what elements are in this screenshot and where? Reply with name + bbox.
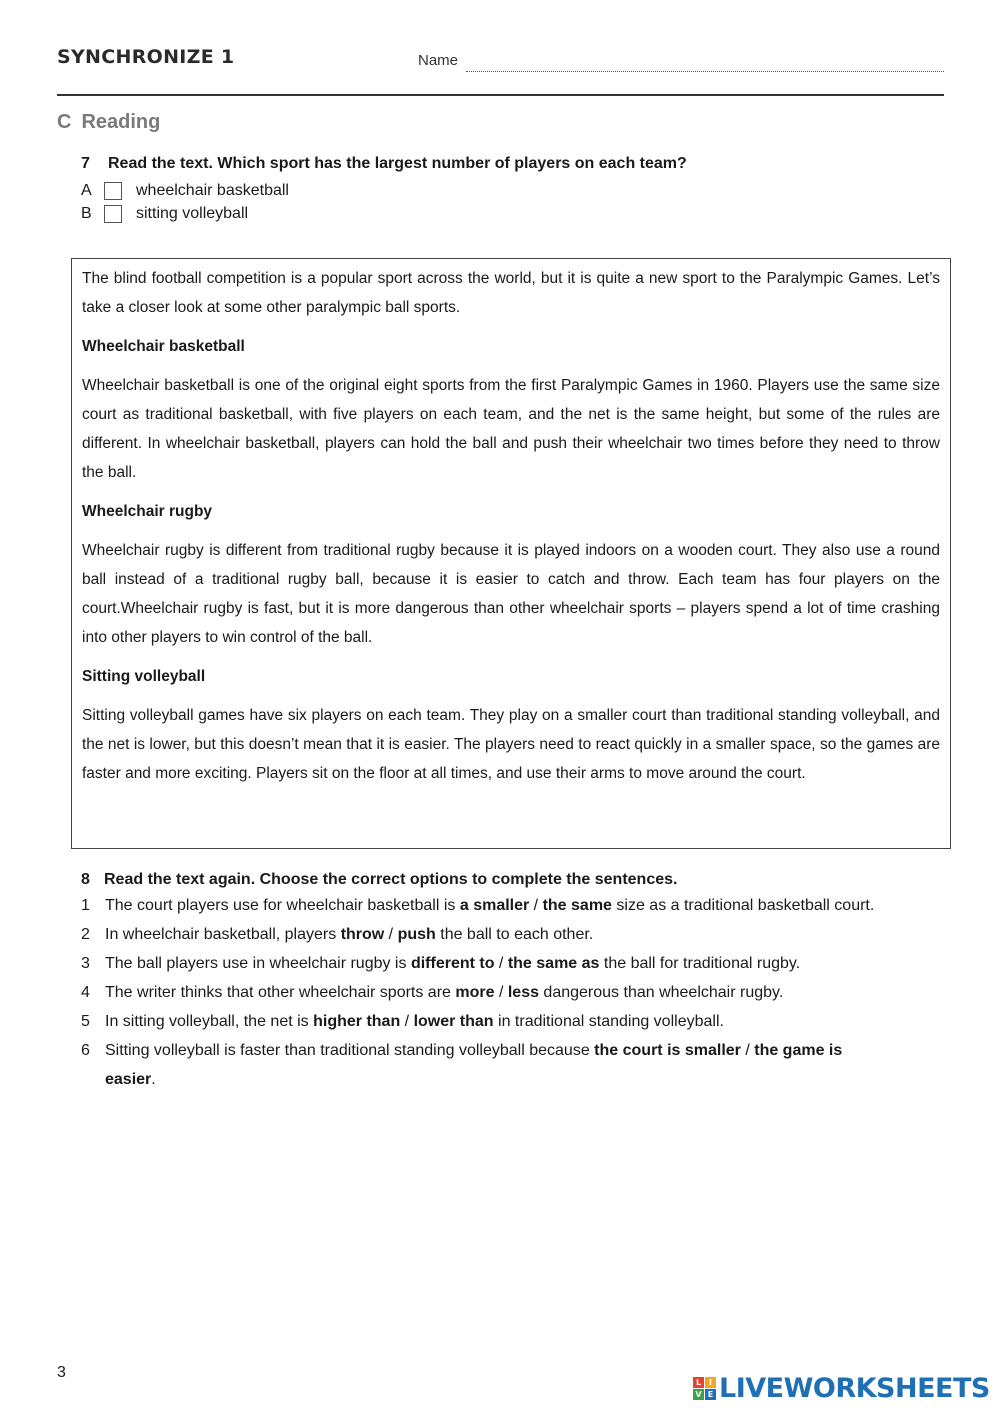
option-text: wheelchair basketball bbox=[136, 182, 289, 199]
choice-option[interactable]: the same as bbox=[507, 955, 600, 972]
sentence-text: In wheelchair basketball, players bbox=[105, 926, 341, 943]
logo-letter: I bbox=[705, 1377, 716, 1388]
question-7-prompt bbox=[81, 155, 687, 173]
sentence-item bbox=[81, 978, 881, 1007]
choice-separator: / bbox=[740, 1042, 755, 1059]
liveworksheets-logo bbox=[693, 1373, 990, 1404]
sentence-item bbox=[81, 920, 881, 949]
item-number: 6 bbox=[81, 1042, 90, 1059]
question-text: Read the text. Which sport has the largest number of players on each team? bbox=[108, 155, 687, 172]
option-a-checkbox[interactable] bbox=[104, 182, 122, 200]
logo-letter: L bbox=[693, 1377, 704, 1388]
choice-separator: / bbox=[494, 984, 508, 1001]
choice-option[interactable]: higher than bbox=[313, 1013, 401, 1030]
sentence-text: . bbox=[151, 1071, 156, 1088]
sentence-text: the ball for traditional rugby. bbox=[599, 955, 801, 972]
sentence-text: in traditional standing volleyball. bbox=[493, 1013, 724, 1030]
sentence-list bbox=[81, 891, 881, 1094]
passage-heading: Wheelchair rugby bbox=[82, 503, 213, 520]
option-letter: A bbox=[81, 182, 92, 199]
passage-paragraph: Sitting volleyball games have six players on each team. They play on a smaller court than traditional standing volleyball, and the net is lower, but this doesn’t mean that it is easier. The players need to react quickly in a smaller space, so the games are faster and more exciting. Players sit on the floor at all times, and use their arms to move around the court. bbox=[82, 707, 940, 782]
sentence-text: The writer thinks that other wheelchair sports are bbox=[105, 984, 456, 1001]
passage-paragraph: Wheelchair rugby is different from traditional rugby because it is played indoors on a wooden court. They also use a round ball instead of a traditional rugby ball, because it is easier to catch and throw. Each team has four players on the court.Wheelchair rugby is fast, but it is more dangerous than other wheelchair sports – players spend a lot of time crashing into other players to win control of the ball. bbox=[82, 542, 940, 646]
option-b-checkbox[interactable] bbox=[104, 205, 122, 223]
choice-option[interactable]: throw bbox=[340, 926, 385, 943]
page-number: 3 bbox=[57, 1364, 66, 1381]
sentence-text: Sitting volleyball is faster than traditional standing volleyball because bbox=[105, 1042, 595, 1059]
brand-logo: SYNCHRONIZE 1 bbox=[57, 46, 235, 68]
choice-option[interactable]: more bbox=[455, 984, 495, 1001]
choice-option[interactable]: the court is smaller bbox=[594, 1042, 741, 1059]
item-number: 1 bbox=[81, 897, 90, 914]
choice-option[interactable]: the same bbox=[542, 897, 612, 914]
question-text: Read the text again. Choose the correct options to complete the sentences. bbox=[104, 871, 678, 888]
option-text: sitting volleyball bbox=[136, 205, 249, 222]
sentence-item bbox=[81, 891, 881, 920]
sentence-text: dangerous than wheelchair rugby. bbox=[538, 984, 784, 1001]
option-a bbox=[81, 182, 289, 200]
logo-letter: V bbox=[693, 1389, 704, 1400]
question-number: 7 bbox=[81, 155, 90, 172]
option-letter: B bbox=[81, 205, 92, 222]
choice-separator: / bbox=[400, 1013, 414, 1030]
passage-heading: Sitting volleyball bbox=[82, 668, 206, 685]
choice-option[interactable]: the game is easier bbox=[105, 1042, 843, 1088]
logo-text: LIVEWORKSHEETS bbox=[719, 1373, 990, 1404]
choice-option[interactable]: less bbox=[507, 984, 539, 1001]
passage-heading: Wheelchair basketball bbox=[82, 338, 245, 355]
section-name: Reading bbox=[81, 111, 161, 133]
passage-intro: The blind football competition is a popular sport across the world, but it is quite a new sport to the Paralympic Games. Let’s take a closer look at some other paralympic ball sports. bbox=[82, 270, 940, 316]
sentence-item bbox=[81, 1007, 881, 1036]
passage-paragraph: Wheelchair basketball is one of the original eight sports from the first Paralympic Games in 1960. Players use the same size court as traditional basketball, with five players on each team, and the net is the same height, but some of the rules are different. In wheelchair basketball, players can hold the ball and push their wheelchair two times before they need to throw the ball. bbox=[82, 377, 940, 481]
name-label: Name bbox=[418, 52, 459, 69]
sentence-item bbox=[81, 1036, 881, 1094]
choice-option[interactable]: lower than bbox=[413, 1013, 494, 1030]
sentence-text: size as a traditional basketball court. bbox=[611, 897, 875, 914]
name-field-line[interactable] bbox=[466, 71, 944, 72]
section-letter: C bbox=[57, 111, 72, 133]
choice-separator: / bbox=[529, 897, 543, 914]
sentence-text: In sitting volleyball, the net is bbox=[105, 1013, 314, 1030]
sentence-text: The ball players use in wheelchair rugby is bbox=[105, 955, 411, 972]
item-number: 3 bbox=[81, 955, 90, 972]
option-b bbox=[81, 205, 248, 223]
choice-separator: / bbox=[494, 955, 508, 972]
question-number: 8 bbox=[81, 871, 90, 888]
choice-option[interactable]: different to bbox=[410, 955, 495, 972]
question-8-prompt bbox=[81, 871, 677, 889]
sentence-text: The court players use for wheelchair basketball is bbox=[105, 897, 460, 914]
choice-option[interactable]: a smaller bbox=[459, 897, 530, 914]
sentence-item bbox=[81, 949, 881, 978]
item-number: 4 bbox=[81, 984, 90, 1001]
choice-separator: / bbox=[384, 926, 398, 943]
choice-option[interactable]: push bbox=[397, 926, 436, 943]
section-title bbox=[57, 111, 160, 134]
item-number: 2 bbox=[81, 926, 90, 943]
item-number: 5 bbox=[81, 1013, 90, 1030]
logo-grid-icon bbox=[693, 1377, 716, 1400]
reading-passage bbox=[71, 258, 951, 849]
logo-letter: E bbox=[705, 1389, 716, 1400]
sentence-text: the ball to each other. bbox=[435, 926, 594, 943]
header-divider bbox=[57, 94, 944, 96]
